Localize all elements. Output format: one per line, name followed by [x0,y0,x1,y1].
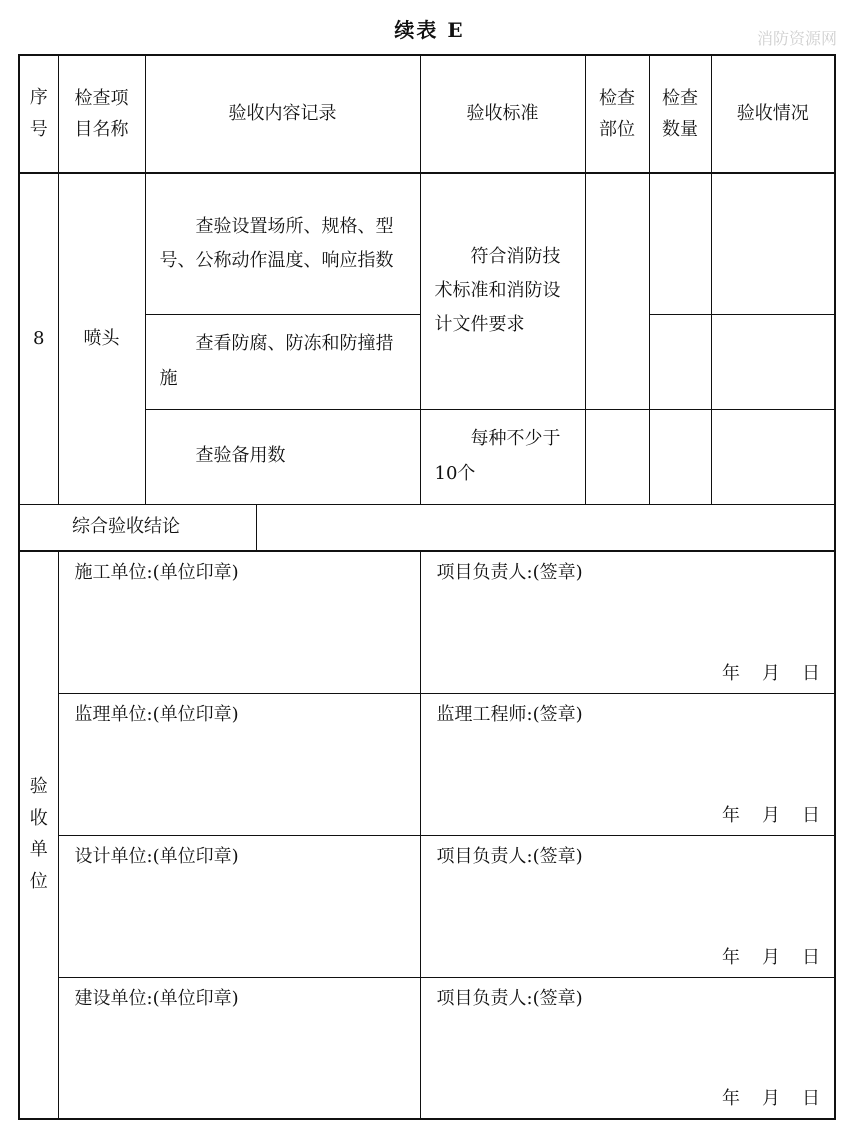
conclusion-row [19,504,835,551]
construction-sign-cell[interactable] [420,551,835,693]
header-seq: 序号 [19,55,58,173]
check-quantity-cell[interactable] [649,173,711,314]
owner-unit-cell[interactable] [58,977,420,1119]
check-location-cell[interactable] [585,173,649,409]
result-cell[interactable] [711,173,835,314]
acceptance-table [18,54,836,1120]
supervision-date: 年 月 日 [722,805,820,827]
header-check-location: 检查部位 [585,55,649,173]
design-date: 年 月 日 [722,947,820,969]
check-quantity-cell[interactable] [649,409,711,504]
header-content-record: 验收内容记录 [145,55,420,173]
row-seq: 8 [19,173,58,504]
header-check-quantity: 检查数量 [649,55,711,173]
unit-row-supervision [19,693,835,835]
result-cell[interactable] [711,409,835,504]
owner-sign-cell[interactable] [420,977,835,1119]
standard-2: 每种不少于10个 [420,409,585,504]
construction-sign-label: 项目负责人:(签章) [436,562,583,583]
owner-sign-label: 项目负责人:(签章) [436,987,583,1009]
record-1: 查验设置场所、规格、型号、公称动作温度、响应指数 [145,173,420,314]
row-item-name: 喷头 [58,173,145,504]
design-sign-label: 项目负责人:(签章) [436,845,583,867]
design-unit-label: 设计单位:(单位印章) [74,845,239,867]
owner-date: 年 月 日 [722,1088,820,1110]
conclusion-input[interactable] [256,504,835,551]
supervision-sign-cell[interactable] [420,693,835,835]
construction-unit-label: 施工单位:(单位印章) [74,562,239,583]
supervision-unit-label: 监理单位:(单位印章) [74,703,239,725]
header-result: 验收情况 [711,55,835,173]
unit-row-design [19,835,835,977]
check-location-cell[interactable] [585,409,649,504]
standard-1: 符合消防技术标准和消防设计文件要求 [420,173,585,409]
header-standard: 验收标准 [420,55,585,173]
owner-unit-label: 建设单位:(单位印章) [74,987,239,1009]
acceptance-units-label: 验收单位 [19,551,58,1119]
check-quantity-cell[interactable] [649,314,711,409]
design-unit-cell[interactable] [58,835,420,977]
unit-row-owner [19,977,835,1119]
result-cell[interactable] [711,314,835,409]
supervision-sign-label: 监理工程师:(签章) [436,703,583,725]
construction-unit-cell[interactable] [58,551,420,693]
record-3: 查验备用数 [145,409,420,504]
unit-row-construction [19,551,835,693]
header-item-name: 检查项目名称 [58,55,145,173]
record-2: 查看防腐、防冻和防撞措施 [145,314,420,409]
construction-date: 年 月 日 [722,663,820,685]
design-sign-cell[interactable] [420,835,835,977]
header-row [19,55,835,173]
conclusion-label: 综合验收结论 [19,504,256,551]
supervision-unit-cell[interactable] [58,693,420,835]
table-row [19,173,835,314]
watermark: 消防资源网 [756,29,837,48]
table-title: 续表 E [394,18,465,42]
